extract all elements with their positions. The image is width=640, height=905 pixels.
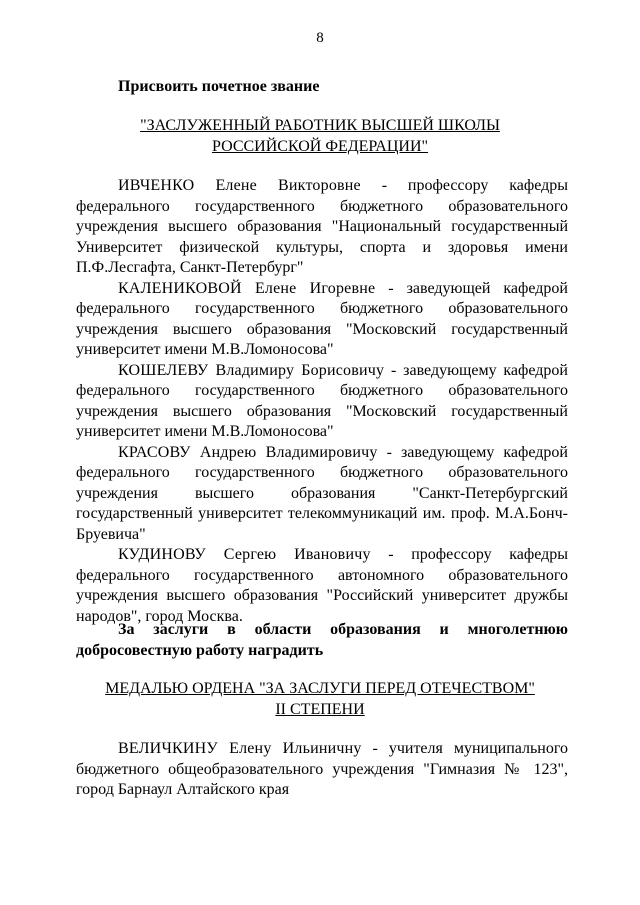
list-item <box>76 739 568 801</box>
award-intro-2: За заслуги в области образования и многолетнюю добросовестную работу наградить <box>76 621 568 659</box>
recipient-name: ВЕЛИЧКИНУ Елену Ильиничну <box>118 740 362 757</box>
list-item <box>76 176 568 279</box>
recipient-details: - профессору кафедры федерального государственного бюджетного образовательного учреждения высшего образования "Национальный государственный Университет физической культуры, спорта и здоровья имени П.Ф.Лесгафта, Санкт-Петербург" <box>76 177 569 276</box>
recipient-details: - заведующему кафедрой федерального государственного бюджетного образовательного учреждения высшего образования "Санкт-Петербургский государственный университет телекоммуникаций им. проф. М.А.Бонч-Бруевича" <box>76 443 568 543</box>
list-item <box>76 279 568 361</box>
recipient-details: - профессору кафедры федерального государственного автономного образовательного учреждения высшего образования "Российский университет дружбы народов", город Москва. <box>76 546 568 625</box>
list-item <box>76 545 568 627</box>
award-title-1-line2: РОССИЙСКОЙ ФЕДЕРАЦИИ" <box>211 137 429 155</box>
award-intro-1: Присвоить почетное звание <box>118 78 320 95</box>
award-title-1-line1: "ЗАСЛУЖЕННЫЙ РАБОТНИК ВЫСШЕЙ ШКОЛЫ <box>140 117 500 134</box>
recipient-details: - заведующему кафедрой федерального государственного бюджетного образовательного учреждения высшего образования "Московский государственный университет имени М.В.Ломоносова" <box>76 361 568 440</box>
list-item <box>76 443 568 546</box>
recipient-name: КРАСОВУ Андрею Владимировичу <box>118 443 378 461</box>
award-title-2-line1: МЕДАЛЬЮ ОРДЕНА "ЗА ЗАСЛУГИ ПЕРЕД ОТЕЧЕСТВОМ" <box>105 680 535 697</box>
award-title-2 <box>0 679 640 720</box>
recipient-name: КУДИНОВУ Сергею Ивановичу <box>118 546 371 563</box>
award-title-1 <box>0 116 640 157</box>
award-title-2-line2: II СТЕПЕНИ <box>275 700 365 718</box>
recipient-name: ИВЧЕНКО Елене Викторовне <box>118 177 361 194</box>
award-list-1 <box>76 176 568 627</box>
award-list-2 <box>76 739 568 801</box>
page-number: 8 <box>316 30 324 46</box>
recipient-name: КАЛЕНИКОВОЙ Елене Игоревне <box>118 279 376 297</box>
list-item <box>76 361 568 443</box>
recipient-details: - заведующей кафедрой федерального государственного бюджетного образовательного учреждения высшего образования "Московский государственный университет имени М.В.Ломоносова" <box>76 279 568 358</box>
recipient-details: - учителя муниципального бюджетного общеобразовательного учреждения "Гимназия № 123", город Барнаул Алтайского края <box>76 740 569 798</box>
recipient-name: КОШЕЛЕВУ Владимиру Борисовичу <box>118 361 385 379</box>
